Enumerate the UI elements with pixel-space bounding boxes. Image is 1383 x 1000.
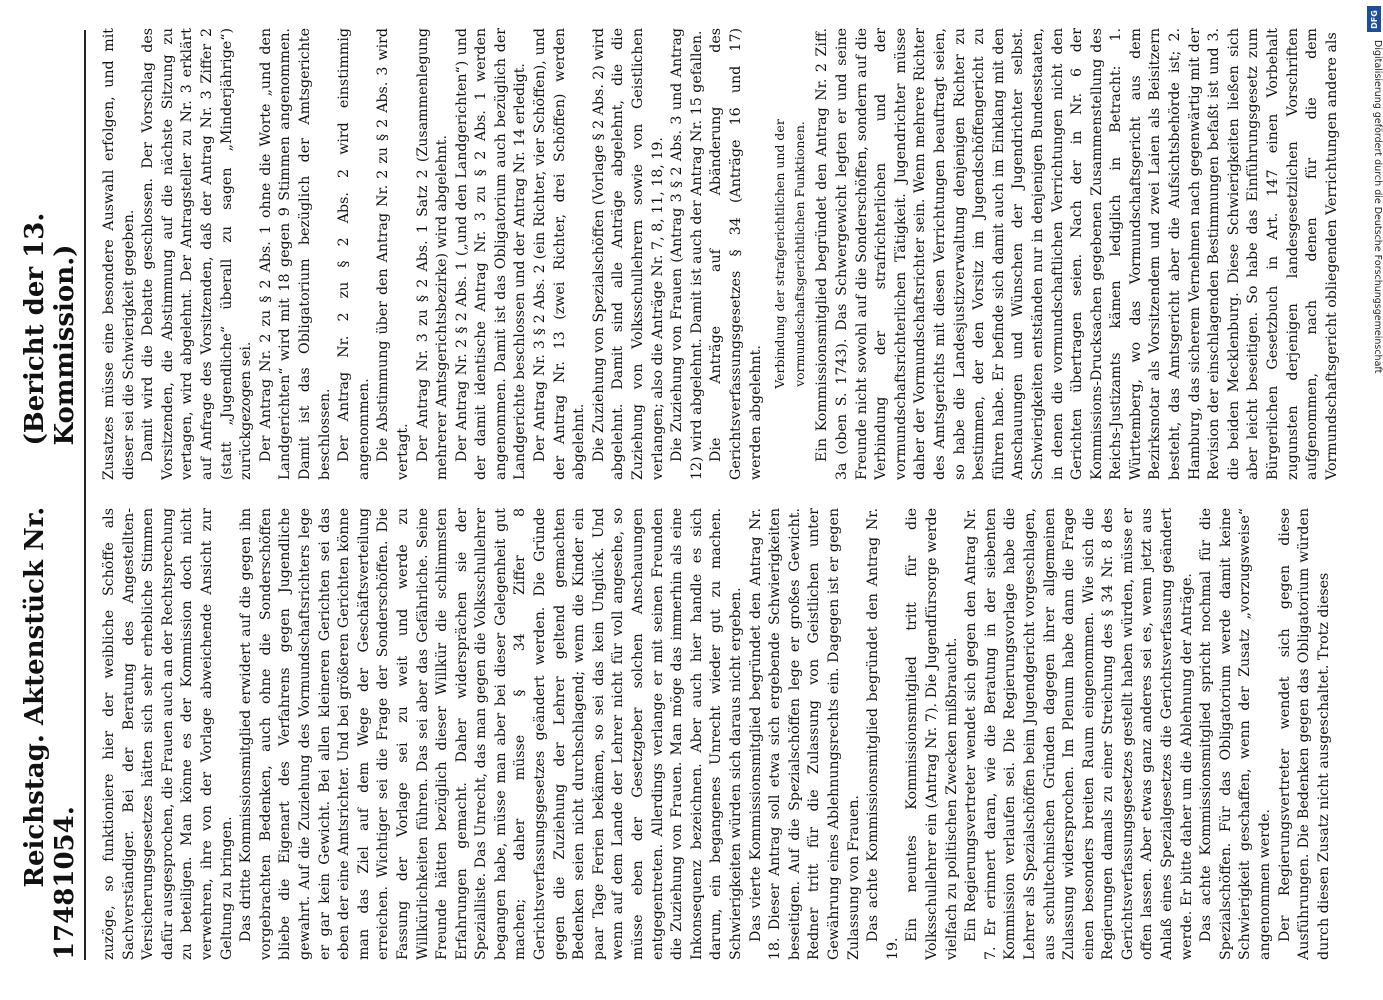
left-column-paragraph: Das vierte Kommissionsmitglied begründet den Antrag Nr. 18. Dieser Antrag soll etwa sich ergebende Schwierigkeiten beseitigen. Auf die Spezialschöffen lege er großes Gewicht. Redner tritt für die Zulassung von Geistlichen unter Gewährung eines Ablehnungsrechts ein. Dagegen ist er gegen Zulassung von Frauen.: [747, 508, 862, 960]
page-title: Reichstag. Aktenstück Nr. 1054.: [20, 506, 80, 888]
dfg-logo-text: DFG: [1369, 9, 1379, 29]
left-column: [100, 508, 1360, 960]
left-column-paragraph: Ein neuntes Kommissionsmitglied tritt für die Volksschullehrer ein (Antrag Nr. 7). Die Jugendfürsorge werde vielfach zu politischen Zwecken mißbraucht.: [904, 508, 960, 960]
right-column-paragraph: Ein Kommissionsmitglied begründet den Antrag Nr. 2 Ziff. 3a (oben S. 1743). Das Schwergewicht legten er und seine Freunde nicht sowohl auf die Sonderschöffen, sondern auf die Verbindung der strafrichterlichen und der vormundschaftsrichterlichen Tätigkeit. Jugendrichter müsse daher der Vormundschaftsrichter sein. Wenn mehrere Richter des Amtsgerichts mit diesen Verrichtungen beauftragt seien, so habe die Landesjustizverwaltung denjenigen Richter zu bestimmen, der den Vorsitz im Jugendschöffengericht zu führen habe. Er befinde sich damit auch im Einklang mit den Anschauungen und Wünschen der Jugendrichter selbst. Schwierigkeiten entständen nur in denjenigen Bundesstaaten, in denen die vormundschaftlichen Verrichtungen nicht den Gerichten übertragen seien. Nach der in Nr. 6 der Kommissions-Drucksachen gegebenen Zusammenstellung des Reichs-Justizamts kämen lediglich in Betracht: 1. Württemberg, wo das Vormundschaftsgericht aus dem Bezirksnotar als Vorsitzendem und zwei Laien als Beisitzern besteht, das Amtsgericht aber die Aufsichtsbehörde ist; 2. Hamburg, das sicherem Vernehmen nach gegenwärtig mit der Revision der einschlagenden Bestimmungen befaßt ist und 3. die beiden Mecklenburg. Diese Schwierigkeiten ließen sich aber leicht beseitigen. So habe das Einführungsgesetz zum Bürgerlichen Gesetzbuch in Art. 147 einen Vorbehalt zugunsten derjenigen landesgesetzlichen Vorschriften aufgenommen, nach denen für die dem Vormundschaftsgericht obliegenden Verrichtungen andere als: [814, 28, 1340, 480]
digitization-credit: Digitalisierung gefördert durch die Deutsche Forschungsgemeinschaft: [1372, 40, 1383, 374]
right-column-paragraph: Der Antrag Nr. 3 § 2 Abs. 2 (ein Richter, vier Schöffen), und der Antrag Nr. 13 (zwei Richter, drei Schöffen) werden abgelehnt.: [532, 28, 588, 480]
right-column-paragraph: Damit wird die Debatte geschlossen. Der Vorschlag des Vorsitzenden, die Abstimmung auf die nächste Sitzung zu vertagen, wird abgelehnt. Der Antragsteller zu Nr. 3 erklärt auf Anfrage des Vorsitzenden, daß der Antrag Nr. 3 Ziffer 2 (statt „Jugendliche“ überall zu sagen „Minderjährige“) zurückgezogen sei.: [140, 28, 255, 480]
right-column-paragraph: Die Abstimmung über den Antrag Nr. 2 zu § 2 Abs. 3 wird vertagt.: [375, 28, 411, 480]
right-column-paragraph: Der Antrag Nr. 2 zu § 2 Abs. 1 ohne die Worte „und den Landgerichten“ wird mit 18 gegen 9 Stimmen angenommen. Damit ist das Obligatorium bezüglich der Amtsgerichte beschlossen.: [257, 28, 333, 480]
left-column-paragraph: Das achte Kommissionsmitglied begründet den Antrag Nr. 19.: [865, 508, 901, 960]
right-column-paragraph: Die Zuziehung von Spezialschöffen (Vorlage § 2 Abs. 2) wird abgelehnt. Damit sind alle Anträge abgelehnt, die die Zuziehung von Volksschullehrern sowie von Geistlichen verlangen; also die Anträge Nr. 7, 8, 11, 18, 19.: [590, 28, 666, 480]
right-column-paragraph: Zusatzes müsse eine besondere Auswahl erfolgen, und mit dieser sei die Schwierigkeit gegeben.: [101, 28, 137, 480]
page-number: 1748: [50, 887, 80, 960]
right-column: [100, 28, 1360, 480]
page-header: [20, 30, 86, 960]
right-column-paragraph: Die Anträge auf Abänderung des Gerichtsverfassungsgesetzes § 34 (Anträge 16 und 17) werden abgelehnt.: [708, 28, 764, 480]
right-column-paragraph: Die Zuziehung von Frauen (Antrag 3 § 2 Abs. 3 und Antrag 12) wird abgelehnt. Damit ist auch der Antrag Nr. 15 gefallen.: [669, 28, 705, 480]
right-column-paragraph: Der Antrag Nr. 2 § 2 Abs. 1 („und den Landgerichten“) und der damit identische Antrag Nr. 3 zu § 2 Abs. 1 werden angenommen. Damit ist das Obligatorium auch bezüglich der Landgerichte beschlossen und der Antrag Nr. 14 erledigt.: [453, 28, 529, 480]
right-column-paragraph: Der Antrag Nr. 2 zu § 2 Abs. 2 wird einstimmig angenommen.: [336, 28, 372, 480]
dfg-logo: [1367, 6, 1381, 32]
left-column-paragraph: zuzöge, so funktioniere hier der weibliche Schöffe als Sachverständiger. Bei der Beratung des Angestellten-Versicherungsgesetzes hätten sich sehr erhebliche Stimmen dafür ausgesprochen, die Frauen auch an der Rechtsprechung zu beteiligen. Man könne es der Kommission doch nicht verwehren, ihre von der Vorlage abweichende Ansicht zur Geltung zu bringen.: [101, 508, 235, 960]
left-column-paragraph: Das achte Kommissionsmitglied spricht nochmal für die Spezialschöffen. Für das Obligatorium werde damit keine Schwierigkeit geschaffen, wenn der Zusatz „vorzugsweise“ angenommen werde.: [1198, 508, 1274, 960]
right-column-paragraph: Der Antrag Nr. 3 zu § 2 Abs. 1 Satz 2 (Zusammenlegung mehrerer Amtsgerichtsbezirke) wird abgelehnt.: [414, 28, 451, 480]
left-column-paragraph: Das dritte Kommissionsmitglied erwidert auf die gegen ihn vorgebrachten Bedenken, auch ohne die Sonderschöffen bliebe die Eigenart des Verfahrens gegen Jugendliche gewahrt. Auf die Zuziehung des Vormundschaftsrichters lege er gar kein Gewicht. Bei allen kleineren Gerichten sei das eben der eine Amtsrichter. Und bei größeren Gerichten könne man das Ziel auf dem Wege der Geschäftsverteilung erreichen. Wichtiger sei die Frage der Sonderschöffen. Die Fassung der Vorlage sei zu weit und werde zu Willkürlichkeiten führen. Das sei aber das Gefährliche. Seine Freunde hätten bezüglich dieser Willkür die schlimmsten Erfahrungen gemacht. Daher widersprächen sie der Spezialliste. Das Unrecht, das man gegen die Volksschullehrer begangen habe, müsse man aber bei dieser Gelegenheit gut machen; daher müsse § 34 Ziffer 8 Gerichtsverfassungsgesetzes geändert werden. Die Gründe gegen die Zuziehung der Lehrer geltend gemachten Bedenken seien nicht durchschlagend; wenn die Kinder ein paar Tage Ferien bekämen, so sei das kein Unglück. Und wenn auf dem Lande der Lehrer nicht für voll angesehe, so müsse eben der Gesetzgeber solchen Anschauungen entgegentreten. Allerdings verlange er mit seinen Freunden die Zuziehung von Frauen. Man möge das immerhin als eine Inkonsequenz bezeichnen. Aber auch hier handle es sich darum, ein begangenes Unrecht wieder gut zu machen. Schwierigkeiten würden sich daraus nicht ergeben.: [238, 508, 744, 960]
page-subtitle: (Bericht der 13. Kommission.): [20, 212, 80, 446]
left-column-paragraph: Der Regierungsvertreter wendet sich gegen diese Ausführungen. Die Bedenken gegen das Obligatorium würden durch diesen Zusatz nicht ausgeschaltet. Trotz dieses: [1276, 508, 1332, 960]
left-column-paragraph: Ein Regierungsvertreter wendet sich gegen den Antrag Nr. 7. Er erinnert daran, wie die Beratung in der siebenten Kommission verlaufen sei. Die Regierungsvorlage habe die Lehrer als Spezialschöffen beim Jugendgericht vorgeschlagen, aus schultechnischen Gründen dagegen ihrer allgemeinen Zulassung widersprochen. Im Plenum habe dann die Frage einen besonders breiten Raum eingenommen. Wie sich die Regierungen damals zu einer Streichung des § 34 Nr. 8 des Gerichtsverfassungsgesetzes gestellt haben würden, müsse er offen lassen. Aber etwas ganz anderes sei es, wenn jetzt aus Anlaß eines Spezialgesetzes die Gerichtsverfassung geändert werde. Er bitte daher um die Ablehnung der Anträge.: [963, 508, 1195, 960]
right-column-paragraph: Verbindung der strafgerichtlichen und der vormundschaftsgerichtlichen Funktionen.: [772, 119, 807, 389]
